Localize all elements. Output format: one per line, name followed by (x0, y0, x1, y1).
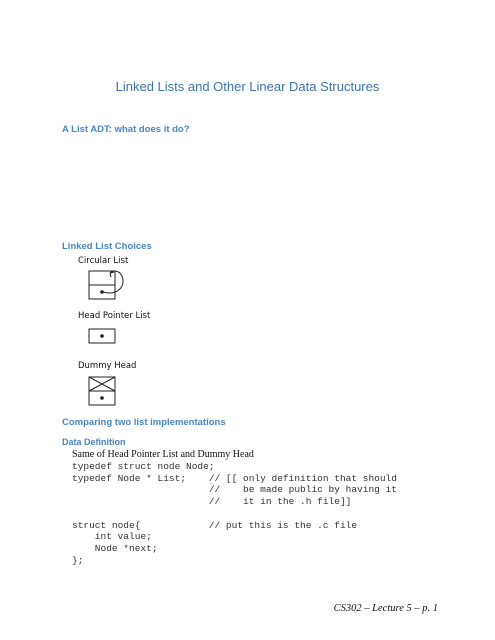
subsection-heading-data-definition: Data Definition (62, 437, 126, 447)
section-heading-comparing: Comparing two list implementations (62, 417, 226, 428)
page-footer: CS302 – Lecture 5 – p. 1 (333, 603, 438, 614)
circular-list-label: Circular List (78, 256, 129, 266)
code-line: // be made public by having it (72, 484, 397, 496)
code-line: typedef Node * List; // [[ only definition that should (72, 472, 397, 484)
dummy-head-diagram (88, 375, 118, 409)
head-pointer-list-diagram (88, 327, 118, 347)
section-heading-list-adt: A List ADT: what does it do? (62, 124, 190, 135)
code-line: struct node{ // put this is the .c file (72, 519, 358, 531)
head-pointer-list-label: Head Pointer List (78, 311, 151, 321)
code-line: Node *next; (72, 542, 158, 554)
data-definition-sentence: Same of Head Pointer List and Dummy Head (72, 449, 254, 460)
code-line (72, 508, 397, 520)
page-title: Linked Lists and Other Linear Data Structures (115, 79, 380, 94)
section-heading-linked-list-choices: Linked List Choices (62, 241, 152, 252)
code-line: }; (72, 554, 84, 566)
code-line: // it in the .h file]] (72, 496, 352, 508)
dummy-head-label: Dummy Head (78, 361, 137, 371)
code-block (72, 461, 397, 566)
code-line: typedef struct node Node; (72, 461, 215, 472)
circular-list-diagram (88, 268, 128, 304)
code-line: int value; (72, 531, 152, 543)
